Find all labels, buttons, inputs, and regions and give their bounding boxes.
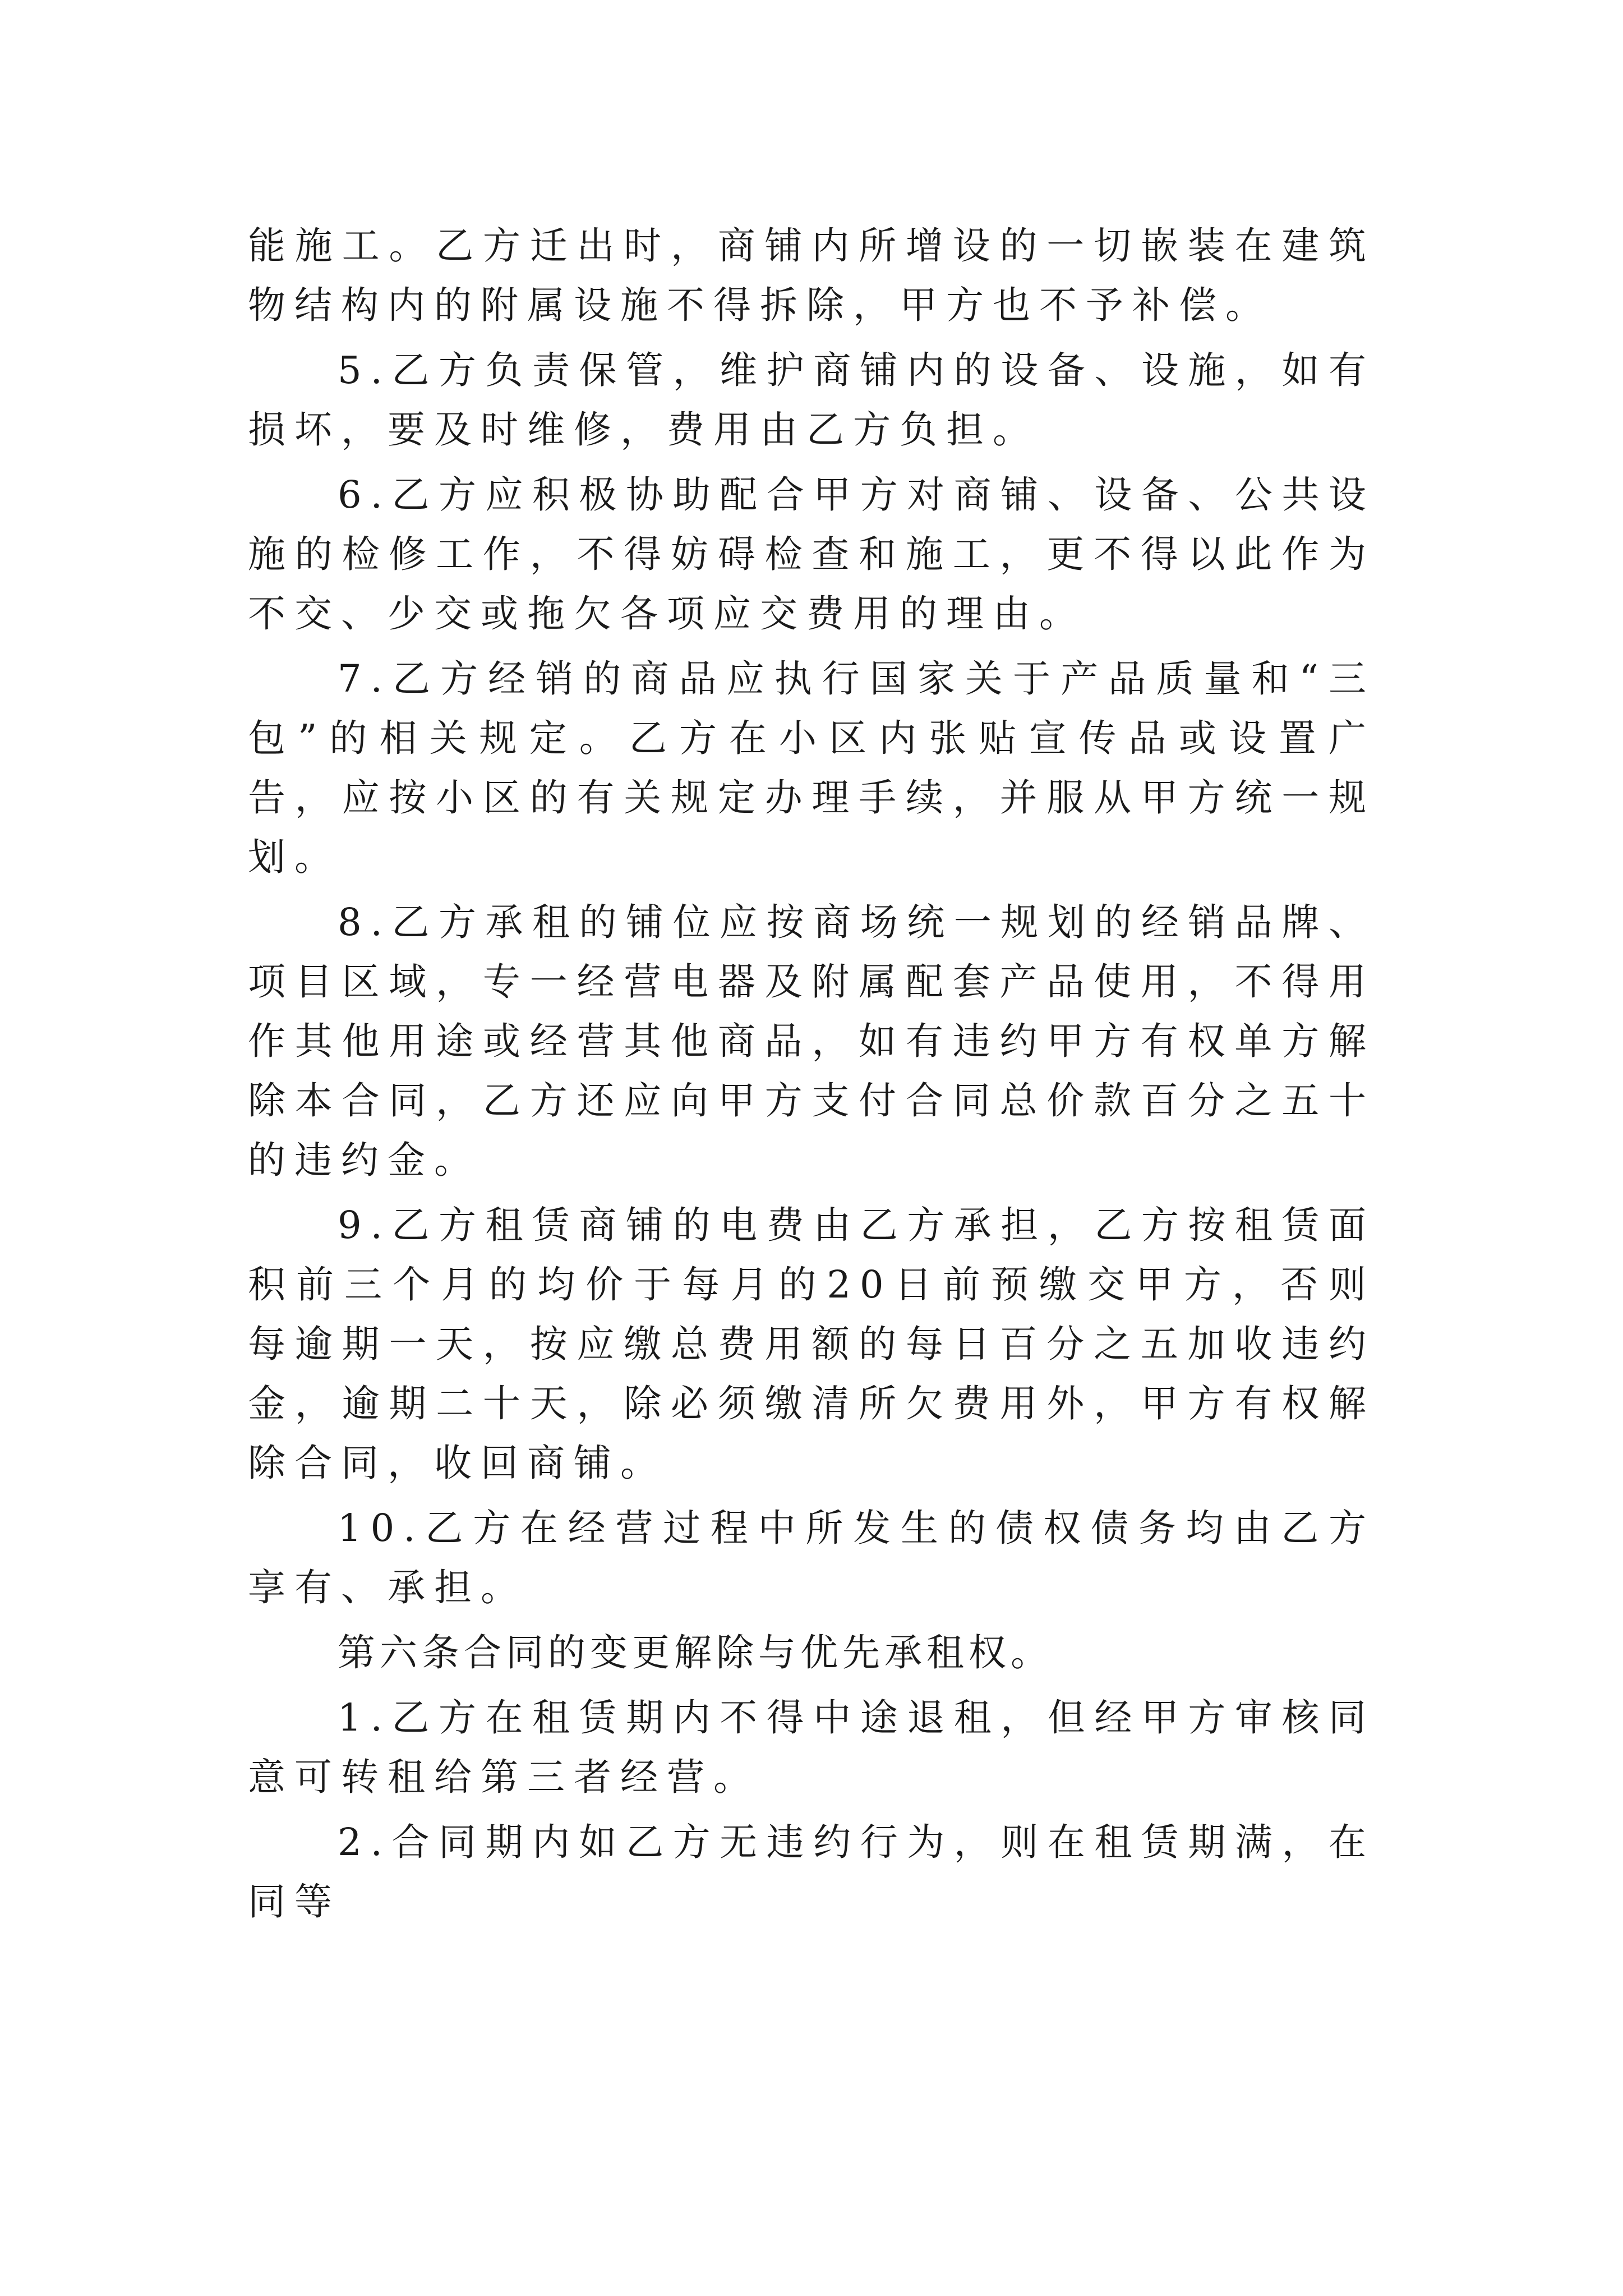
clause-7: 7.乙方经销的商品应执行国家关于产品质量和“三包”的相关规定。乙方在小区内张贴宣传品或设置广告，应按小区的有关规定办理手续，并服从甲方统一规划。 (248, 657, 1375, 879)
clause-10: 10.乙方在经营过程中所发生的债权债务均由乙方享有、承担。 (248, 1506, 1375, 1609)
clause-6: 6.乙方应积极协助配合甲方对商铺、设备、公共设施的检修工作，不得妨碍检查和施工，更不得以此作为不交、少交或拖欠各项应交费用的理由。 (248, 473, 1375, 636)
clause-5: 5.乙方负责保管，维护商铺内的设备、设施，如有损坏，要及时维修，费用由乙方负担。 (248, 348, 1375, 452)
article-6-heading: 第六条合同的变更解除与优先承租权。 (338, 1631, 1053, 1674)
clause-9: 9.乙方租赁商铺的电费由乙方承担，乙方按租赁面积前三个月的均价于每月的20日前预缴交甲方，否则每逾期一天，按应缴总费用额的每日百分之五加收违约金，逾期二十天，除必须缴清所欠费用外，甲方有权解除合同，收回商铺。 (248, 1203, 1375, 1485)
paragraph-continuation: 能施工。乙方迁出时，商铺内所增设的一切嵌装在建筑物结构内的附属设施不得拆除，甲方也不予补偿。 (248, 224, 1375, 327)
article-6-clause-2: 2.合同期内如乙方无违约行为，则在租赁期满，在同等 (248, 1820, 1375, 1924)
clause-8: 8.乙方承租的铺位应按商场统一规划的经销品牌、项目区域，专一经营电器及附属配套产品使用，不得用作其他用途或经营其他商品，如有违约甲方有权单方解除本合同，乙方还应向甲方支付合同总价款百分之五十的违约金。 (248, 900, 1375, 1182)
article-6-clause-1: 1.乙方在租赁期内不得中途退租，但经甲方审核同意可转租给第三者经营。 (248, 1696, 1375, 1799)
document-body (248, 216, 1375, 1937)
